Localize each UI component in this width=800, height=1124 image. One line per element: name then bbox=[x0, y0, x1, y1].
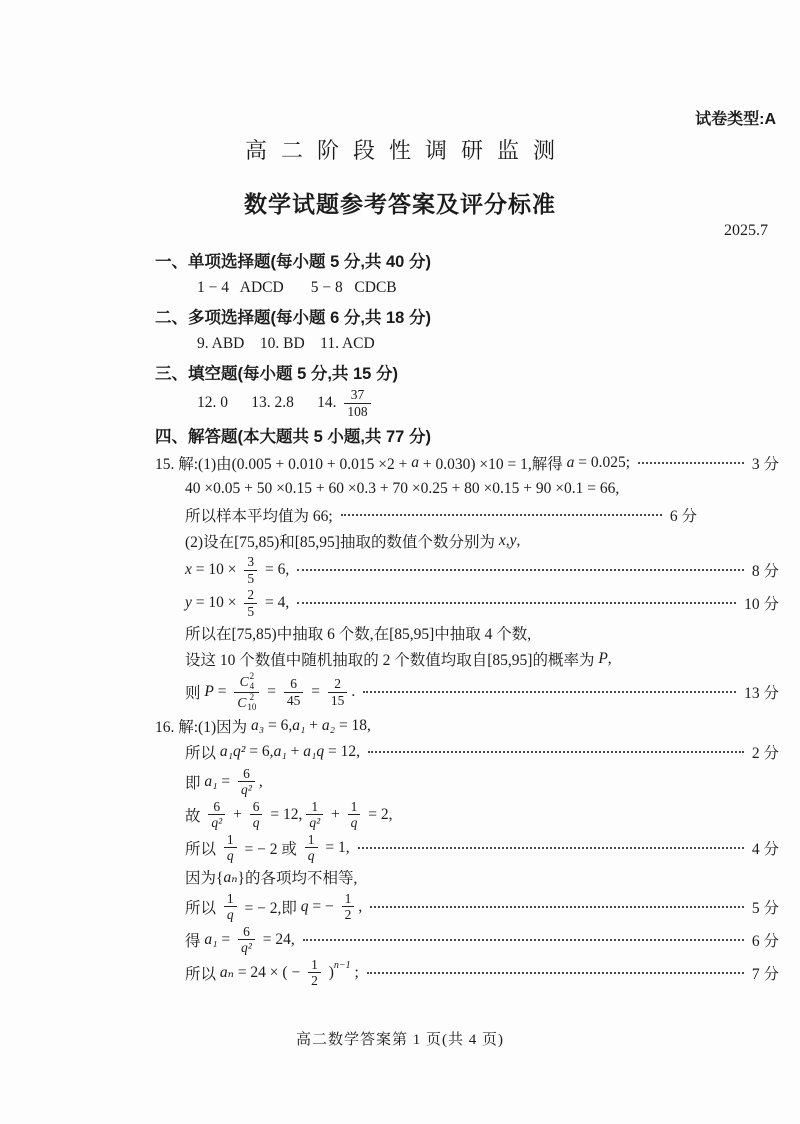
text-run: 则 bbox=[185, 685, 205, 703]
text-run: 得 bbox=[185, 932, 205, 950]
math-variable: a bbox=[566, 453, 575, 471]
math-variable: P bbox=[598, 649, 608, 667]
fraction-numerator: 1 bbox=[311, 798, 319, 814]
score-label: 6 分 bbox=[669, 507, 697, 525]
text-run: = bbox=[213, 683, 231, 701]
text-run: , bbox=[516, 531, 521, 549]
text-run: + bbox=[286, 743, 304, 761]
section-heading bbox=[155, 303, 779, 328]
subscript: 10 bbox=[247, 701, 257, 712]
section-heading bbox=[155, 422, 779, 447]
math-variable: a₁ bbox=[204, 772, 218, 790]
fraction-numerator: 1 bbox=[226, 831, 234, 847]
fraction-denominator: 45 bbox=[284, 692, 304, 709]
answer-line bbox=[197, 387, 779, 419]
text-run: = 12, bbox=[266, 805, 303, 823]
text-run: = 10 × bbox=[191, 561, 241, 579]
text-run: 所以 bbox=[185, 899, 220, 917]
text-run: = 6, bbox=[261, 561, 290, 579]
fraction bbox=[238, 924, 255, 956]
text-run: 所以 bbox=[185, 965, 220, 983]
score-label: 6 分 bbox=[751, 932, 779, 950]
answer-line bbox=[185, 891, 779, 923]
dots-leader bbox=[358, 847, 744, 849]
fraction-denominator: q bbox=[224, 847, 237, 864]
text-run: 所以 bbox=[185, 840, 220, 858]
text-run: 所以在[75,85)中抽取 6 个数,在[85,95]中抽取 4 个数, bbox=[185, 625, 532, 643]
fraction-denominator: 2 bbox=[308, 972, 321, 989]
fraction-numerator: 1 bbox=[226, 890, 234, 906]
text-run: 一、单项选择题(每小题 5 分,共 40 分) bbox=[155, 252, 431, 271]
text-run: , bbox=[358, 897, 363, 915]
fraction-denominator: q² bbox=[238, 781, 255, 798]
text-run: + bbox=[327, 805, 344, 823]
math-variable: q bbox=[300, 897, 309, 915]
text-run: = 12, bbox=[324, 743, 360, 761]
combination-base: C bbox=[237, 695, 247, 710]
fraction-denominator: q bbox=[250, 814, 263, 831]
score-label: 8 分 bbox=[751, 563, 779, 581]
fraction-numerator: 1 bbox=[350, 798, 358, 814]
score-label: 5 分 bbox=[751, 899, 779, 917]
fraction-numerator: 2 bbox=[247, 587, 255, 603]
dots-leader bbox=[297, 569, 744, 571]
math-variable: a₁ bbox=[273, 743, 287, 761]
text-run: 1 − 4 ADCD 5 − 8 CDCB bbox=[197, 278, 397, 296]
fraction-numerator: 6 bbox=[243, 923, 250, 939]
text-run: . bbox=[351, 683, 356, 701]
answer-line bbox=[185, 587, 779, 619]
fraction-denominator: q bbox=[305, 847, 318, 864]
combination-fraction bbox=[234, 672, 259, 713]
fraction-denominator bbox=[234, 692, 259, 713]
fraction-numerator: 6 bbox=[252, 798, 260, 814]
fraction bbox=[244, 587, 257, 619]
math-variable: P bbox=[204, 683, 214, 701]
fraction-denominator: q² bbox=[208, 814, 225, 831]
fraction-numerator: 1 bbox=[344, 890, 352, 906]
text-run: = 24 × ( − bbox=[233, 963, 305, 981]
section-heading bbox=[155, 247, 779, 272]
combination-base: C bbox=[239, 674, 249, 690]
text-run: = 1, bbox=[321, 838, 350, 856]
text-run: 因为{ bbox=[185, 870, 224, 888]
fraction-denominator: q² bbox=[238, 939, 255, 956]
answer-line bbox=[185, 865, 779, 890]
fraction bbox=[224, 891, 237, 923]
text-run: (2)设在[75,85)和[85,95]抽取的数值个数分别为 bbox=[185, 533, 499, 551]
sup-sub-stack bbox=[250, 672, 255, 692]
dots-leader bbox=[368, 751, 744, 753]
answer-line bbox=[185, 740, 779, 765]
text-run: = 6, bbox=[264, 717, 293, 735]
sup-sub-stack bbox=[247, 693, 256, 713]
text-run: = 18, bbox=[335, 717, 371, 735]
fraction-denominator: 15 bbox=[328, 692, 348, 709]
score-label: 2 分 bbox=[751, 745, 779, 763]
page-footer: 高二数学答案第 1 页(共 4 页) bbox=[296, 1032, 504, 1048]
combination-symbol bbox=[237, 693, 256, 713]
text-run: = bbox=[307, 683, 324, 701]
fraction-denominator: q bbox=[224, 906, 237, 923]
math-variable: a₁q² bbox=[219, 743, 246, 761]
answer-line bbox=[185, 799, 779, 831]
text-run: 15. 解:(1)由(0.005 + 0.010 + 0.015 ×2 + bbox=[155, 455, 412, 473]
math-variable: a₂ bbox=[321, 717, 336, 735]
fraction-numerator bbox=[237, 672, 258, 692]
fraction-denominator: 5 bbox=[244, 603, 257, 620]
text-run: = bbox=[217, 772, 235, 790]
fraction bbox=[344, 387, 370, 419]
text-run: 即 bbox=[185, 774, 205, 792]
text-run: + bbox=[229, 805, 246, 823]
fraction-numerator: 37 bbox=[350, 387, 365, 402]
fraction bbox=[328, 676, 348, 708]
paper-type-label: 试卷类型:A bbox=[695, 111, 776, 128]
text-run: 16. 解:(1)因为 bbox=[155, 719, 252, 737]
answer-line bbox=[185, 924, 779, 956]
fraction-numerator: 1 bbox=[311, 956, 318, 972]
fraction-denominator: 5 bbox=[244, 570, 257, 587]
math-variable: x bbox=[185, 561, 192, 579]
answer-line bbox=[185, 957, 779, 989]
text-run: 故 bbox=[185, 807, 205, 825]
text-run: = − 2,即 bbox=[240, 899, 301, 917]
fraction-denominator: q bbox=[348, 814, 361, 831]
date-label: 2025.7 bbox=[724, 222, 768, 239]
answers-content bbox=[155, 244, 779, 990]
dots-leader bbox=[370, 906, 744, 908]
text-run: = bbox=[263, 683, 280, 701]
text-run: = bbox=[217, 930, 235, 948]
fraction bbox=[308, 957, 321, 989]
score-label: 4 分 bbox=[751, 840, 779, 858]
math-variable: aₙ bbox=[223, 868, 238, 886]
math-variable: a₁ bbox=[204, 930, 218, 948]
text-run: = 10 × bbox=[191, 594, 241, 612]
fraction bbox=[348, 799, 361, 831]
math-variable: y bbox=[185, 594, 192, 612]
text-run: = 0.025; bbox=[574, 453, 631, 471]
math-variable: a bbox=[411, 453, 420, 471]
dots-leader bbox=[297, 602, 736, 604]
text-run: + 0.030) ×10 = 1,解得 bbox=[419, 455, 567, 473]
fraction bbox=[284, 676, 304, 708]
text-run: = 4, bbox=[261, 594, 290, 612]
answer-line bbox=[185, 476, 779, 501]
text-run: 所以 bbox=[185, 745, 220, 763]
dots-leader bbox=[303, 939, 744, 941]
text-run: = 24, bbox=[258, 930, 295, 948]
answer-line bbox=[185, 766, 779, 798]
dots-leader bbox=[341, 514, 662, 516]
doc-title: 数学试题参考答案及评分标准 bbox=[244, 191, 556, 217]
score-label: 3 分 bbox=[751, 455, 779, 473]
text-run: = − bbox=[308, 897, 338, 915]
fraction-numerator: 3 bbox=[247, 554, 255, 570]
superscript: 2 bbox=[249, 691, 255, 702]
text-run: }的各项均不相等, bbox=[237, 870, 358, 888]
text-run: 三、填空题(每小题 5 分,共 15 分) bbox=[155, 364, 398, 383]
text-run: 四、解答题(本大题共 5 小题,共 77 分) bbox=[155, 427, 431, 446]
fraction-numerator: 6 bbox=[213, 798, 221, 814]
fraction bbox=[224, 832, 237, 864]
superscript: 2 bbox=[249, 671, 255, 682]
fraction bbox=[238, 766, 255, 798]
fraction bbox=[306, 799, 323, 831]
dots-leader bbox=[363, 691, 736, 693]
subscript: 4 bbox=[249, 680, 255, 691]
text-run: = 6, bbox=[245, 743, 274, 761]
exam-title: 高二阶段性调研监测 bbox=[244, 138, 569, 163]
text-run: 40 ×0.05 + 50 ×0.15 + 60 ×0.3 + 70 ×0.25 + 80 ×0.15 + 90 ×0.1 = 66, bbox=[185, 479, 620, 497]
score-label: 10 分 bbox=[744, 596, 779, 614]
section-heading bbox=[155, 359, 779, 384]
answer-line bbox=[185, 620, 779, 645]
fraction-denominator: 108 bbox=[344, 403, 370, 420]
answer-line bbox=[185, 502, 697, 527]
text-run: 9. ABD 10. BD 11. ACD bbox=[197, 334, 375, 352]
text-run: 所以样本平均值为 66; bbox=[185, 507, 333, 525]
fraction-numerator: 6 bbox=[243, 765, 250, 781]
fraction-denominator: q² bbox=[306, 814, 323, 831]
math-variable: a₃ bbox=[251, 717, 265, 735]
text-run: 设这 10 个数值中随机抽取的 2 个数值均取自[85,95]的概率为 bbox=[185, 651, 599, 669]
fraction bbox=[208, 799, 225, 831]
text-run: ; bbox=[350, 963, 359, 981]
fraction-denominator: 2 bbox=[342, 906, 355, 923]
fraction-numerator: 2 bbox=[334, 676, 341, 692]
answer-line bbox=[197, 275, 779, 300]
text-run: = 2, bbox=[364, 805, 393, 823]
text-run: = − 2 或 bbox=[240, 840, 301, 858]
answer-line bbox=[185, 672, 779, 713]
text-run: , bbox=[607, 649, 612, 667]
text-run: 12. 0 13. 2.8 14. bbox=[197, 394, 341, 412]
answer-line bbox=[185, 646, 779, 671]
math-variable: a₁ bbox=[292, 717, 306, 735]
dots-leader bbox=[638, 462, 744, 464]
text-run: ) bbox=[324, 963, 334, 981]
text-run: , bbox=[258, 772, 263, 790]
fraction bbox=[305, 832, 318, 864]
fraction bbox=[342, 891, 355, 923]
answer-line bbox=[197, 331, 779, 356]
text-run: 二、多项选择题(每小题 6 分,共 18 分) bbox=[155, 308, 431, 327]
answer-line bbox=[185, 832, 779, 864]
combination-symbol bbox=[240, 672, 255, 692]
dots-leader bbox=[367, 972, 744, 974]
answer-line bbox=[185, 554, 779, 586]
answer-line bbox=[155, 450, 779, 475]
text-run: + bbox=[305, 717, 322, 735]
fraction bbox=[250, 799, 263, 831]
answer-line bbox=[155, 714, 779, 739]
answer-line bbox=[185, 528, 779, 553]
score-label: 13 分 bbox=[744, 685, 779, 703]
score-label: 7 分 bbox=[751, 965, 779, 983]
math-variable: a₁q bbox=[303, 743, 325, 761]
exponent: n−1 bbox=[333, 960, 351, 972]
fraction-numerator: 1 bbox=[307, 831, 315, 847]
math-variable: x,y bbox=[498, 531, 517, 549]
fraction-numerator: 6 bbox=[290, 676, 297, 692]
math-variable: aₙ bbox=[219, 964, 234, 982]
fraction bbox=[244, 554, 257, 586]
